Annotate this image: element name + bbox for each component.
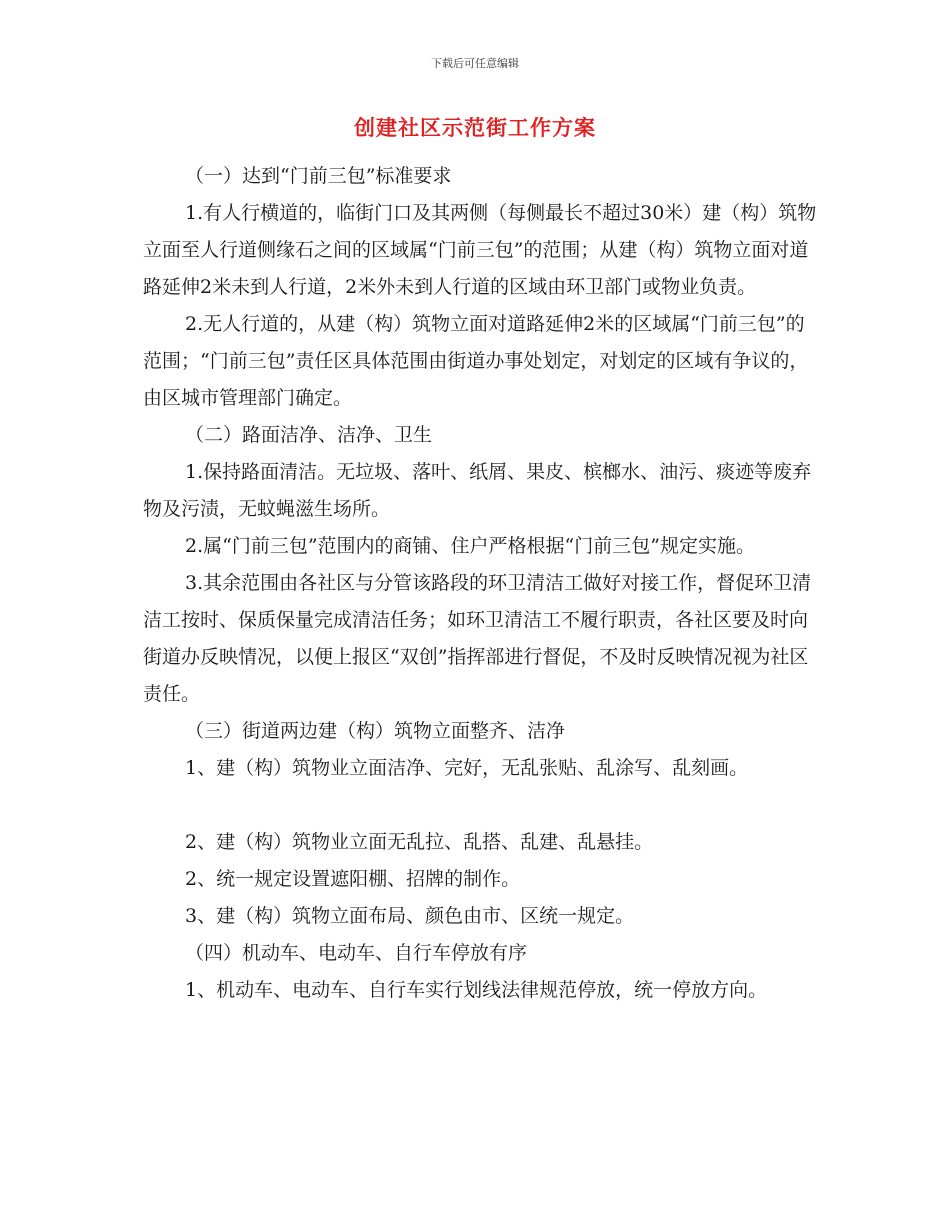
section-heading-4: （四）机动车、电动车、自行车停放有序	[185, 942, 528, 964]
document-body	[143, 158, 823, 1009]
paragraph: 1、机动车、电动车、自行车实行划线法律规范停放，统一停放方向。	[185, 979, 768, 1001]
section-heading-2: （二）路面洁净、洁净、卫生	[185, 424, 433, 446]
paragraph: 1.有人行横道的，临街门口及其两侧（每侧最长不超过30米）建（构）筑物立面至人行道侧缘石之间的区域属“门前三包”的范围；从建（构）筑物立面对道路延伸2米未到人行道，2米外未到人行道的区域由环卫部门或物业负责。	[143, 202, 817, 298]
paragraph: 3、建（构）筑物立面布局、颜色由市、区统一规定。	[185, 905, 635, 927]
section-heading-1: （一）达到“门前三包”标准要求	[185, 165, 452, 187]
header-note: 下载后可任意编辑	[431, 57, 519, 70]
paragraph: 2、建（构）筑物业立面无乱拉、乱搭、乱建、乱悬挂。	[185, 831, 654, 853]
paragraph: 1、建（构）筑物业立面洁净、完好，无乱张贴、乱涂写、乱刻画。	[185, 757, 749, 779]
paragraph: 2.属“门前三包”范围内的商铺、住户严格根据“门前三包”规定实施。	[185, 535, 755, 557]
document-title: 创建社区示范街工作方案	[354, 115, 596, 140]
paragraph: 1.保持路面清洁。无垃圾、落叶、纸屑、果皮、槟榔水、油污、痰迹等废弃物及污渍，无蚊蝇滋生场所。	[143, 461, 812, 520]
paragraph: 3.其余范围由各社区与分管该路段的环卫清洁工做好对接工作，督促环卫清洁工按时、保质保量完成清洁任务；如环卫清洁工不履行职责，各社区要及时向街道办反映情况，以便上报区“双创”指挥部进行督促，不及时反映情况视为社区责任。	[143, 572, 812, 705]
section-heading-3: （三）街道两边建（构）筑物立面整齐、洁净	[185, 720, 566, 742]
paragraph: 2.无人行道的，从建（构）筑物立面对道路延伸2米的区域属“门前三包”的范围；“门前三包”责任区具体范围由街道办事处划定，对划定的区域有争议的，由区城市管理部门确定。	[143, 313, 809, 409]
paragraph: 2、统一规定设置遮阳棚、招牌的制作。	[185, 868, 521, 890]
